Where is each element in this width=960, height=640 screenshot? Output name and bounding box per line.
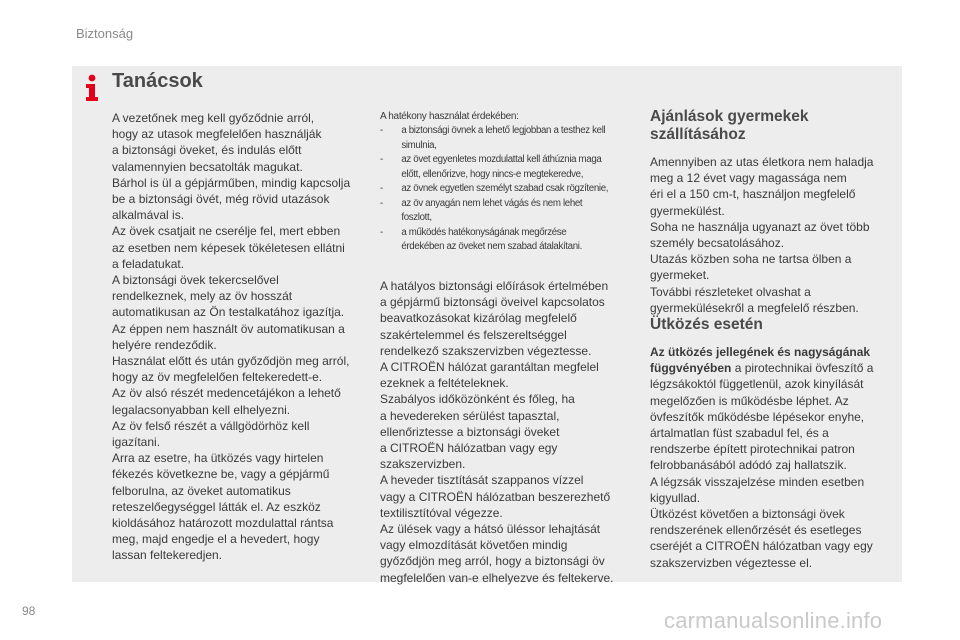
- info-icon: [82, 74, 102, 102]
- condition-text: a biztonsági övnek a lehető legjobban a testhez kell simulnia,: [401, 125, 606, 151]
- condition-item: [380, 124, 626, 153]
- children-collision-column: [650, 108, 890, 570]
- condition-text: az övnek egyetlen személyt szabad csak rögzítenie,: [401, 183, 609, 194]
- condition-item: [380, 182, 626, 197]
- seatbelt-advice-text: A vezetőnek meg kell győződnie arról, hogy az utasok megfelelően használják a biztonsági öveket, és indulás előtt valamennyien becsatolták magukat. Bárhol is ül a gépjárműben, mindig kapcsolja be a biztonsági övét, még rövid utazások alkalmával is. Az övek csatjait ne cserélje fel, mert ebben az esetben nem képesek tökéletesen ellátni a feladatukat. A biztonsági övek tekercselővel rendelkeznek, mely az öv hosszát automatikusan az Ön testalkatához igazítja. Az éppen nem használt öv automatikusan a helyére rendeződik. Használat előtt és után győződjön meg arról, hogy az öv megfelelően feltekeredett-e. Az öv alsó részét medencetájékon a lehető legalacsonyabban kell elhelyezni. Az öv felső részét a vállgödörhöz kell igazítani. Arra az esetre, ha ütközés vagy hirtelen fékezés következne be, vagy a gépjármű felborulna, az öveket automatikus reteszelőegységgel látták el. Az eszköz kioldásához határozott mozdulattal rántsa meg, majd engedje el a hevedert, hogy lassan feltekeredjen.: [112, 111, 351, 563]
- dash-bullet: -: [380, 197, 383, 209]
- condition-text: az övet egyenletes mozdulattal kell áthúznia maga előtt, ellenőrizve, hogy nincs-e megtekeredve,: [401, 154, 602, 180]
- dash-bullet: -: [380, 183, 383, 194]
- dash-bullet: -: [380, 125, 383, 136]
- dash-bullet: -: [380, 226, 383, 238]
- condition-item: [380, 197, 626, 226]
- collision-body-text: a pirotechnikai övfeszítő a légzsákoktól függetlenül, azok kinyílását megelőzően is működésbe léphet. Az övfeszítők működésbe lépésekor enyhe, ártalmatlan füst szabadul fel, és a rendszerbe épített pirotechnikai patron felrobbanásából adódó zaj hallatszik. A légzsák visszajelzése minden esetben kigyullad. Ütközést követően a biztonsági övek rendszerének ellenőrzését és esetleges cseréjét a CITROËN hálózatban vagy egy szakszervizben végeztesse el.: [650, 361, 874, 570]
- collision-bold-lead: Az ütközés jellegének és nagyságának függvényében: [650, 345, 871, 376]
- collision-heading: Ütközés esetén: [650, 316, 763, 333]
- condition-item: [380, 153, 626, 182]
- collision-text: [650, 344, 890, 571]
- dash-bullet: -: [380, 154, 383, 165]
- child-transport-text: Amennyiben az utas életkora nem haladja meg a 12 évet vagy magassága nem éri el a 150 cm-t, használjon megfelelő gyermekülést. Soha ne használja ugyanazt az övet több személy becsatolásához. Utazás közben soha ne tartsa ölben a gyermeket. További részleteket olvashat a gyermekülésekről a megfelelő részben.: [650, 155, 874, 315]
- conditions-intro: A hatékony használat érdekében:: [380, 111, 519, 122]
- seatbelt-advice-column: [112, 110, 370, 564]
- condition-item: [380, 226, 626, 255]
- child-transport-heading: Ajánlások gyermekek szállításához: [650, 108, 809, 143]
- conditions-list: [380, 124, 634, 255]
- panel-title: Tanácsok: [112, 70, 203, 92]
- watermark: carmanualsonline.info: [664, 608, 883, 633]
- page-number: 98: [22, 604, 36, 618]
- condition-text: az öv anyagán nem lehet vágás és nem lehet foszlott,: [401, 197, 583, 223]
- section-label: Biztonság: [76, 26, 134, 41]
- condition-text: a működés hatékonyságának megőrzése érdekében az öveket nem szabad átalakítani.: [401, 226, 582, 252]
- maintenance-text: A hatályos biztonsági előírások értelmében a gépjármű biztonsági öveivel kapcsolatos beavatkozásokat kizárólag megfelelő szakértelemmel és felszereltséggel rendelkező szakszervizben végeztesse. A CITROËN hálózat garantáltan megfelel ezeknek a feltételeknek. Szabályos időközönként és főleg, ha a hevedereken sérülést tapasztal, ellenőriztesse a biztonsági öveket a CITROËN hálózatban vagy egy szakszervizben. A heveder tisztítását szappanos vízzel vagy a CITROËN hálózatban beszerezhető textilisztítóval végezze. Az ülések vagy a hátsó üléssor lehajtását vagy elmozdítását követően mindig győződjön meg arról, hogy a biztonsági öv megfelelően van-e elhelyezve és feltekerve.: [380, 279, 614, 585]
- effective-use-column: [380, 110, 634, 585]
